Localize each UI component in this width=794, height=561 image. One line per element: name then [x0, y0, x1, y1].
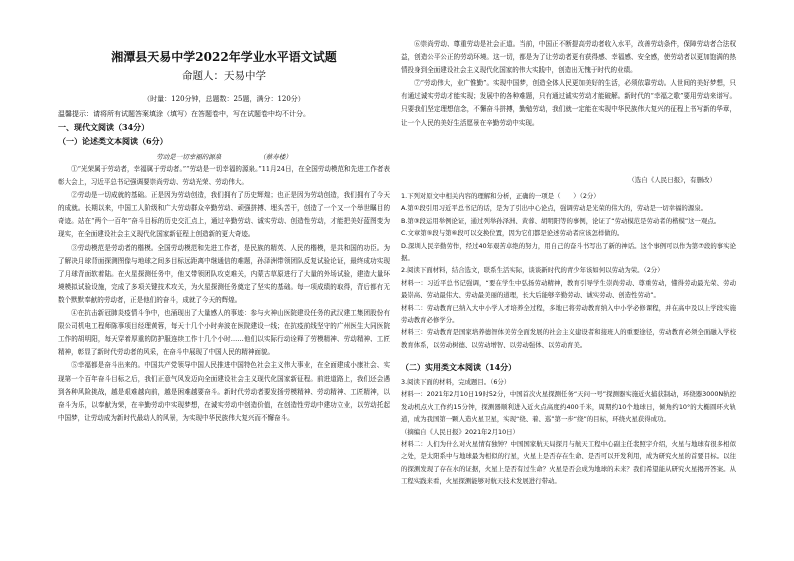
right-column — [401, 0, 736, 561]
exam-notice: 温馨提示：请将所有试题答案填涂（填写）在答题卷中，写在试题卷中均不计分。 — [58, 110, 310, 118]
question-1-option: B.第③段运用举例论证，通过列举孙泽洲、黄蓉、胡明阳等的事例，论证了“劳动模范是劳动者的楷模”这一观点。 — [401, 216, 721, 225]
question-1-option: A.第①段引用习近平总书记的话，是为了引出中心论点，强调劳动是光荣的伟大的，劳动是一切幸福的源泉。 — [401, 204, 707, 213]
left-column — [58, 0, 390, 561]
question-3: 3.阅读下面的材料，完成题目。（6分） — [401, 378, 511, 386]
essay-heading — [58, 152, 390, 161]
question-1-option: C.文章第⑤段与第⑥段可以交换位置，因为它们都是论述劳动者应该怎样做的。 — [401, 229, 624, 238]
essay-body-right — [401, 38, 736, 173]
essay-paragraph: ④在抗击新冠肺炎疫情斗争中，也涌现出了大量感人的事迹：参与火神山医院建设任务的武汉建工集团股份有限公司机电工程师陈事项目经理黄蓉，每天十几个小时奔波在医院建设一线；在抗疫前线坚守的广州医生大同医院工作的胡明阳，每天穿着厚重的防护服连续工作十几个小时……他们以实际行动诠释了劳模精神、劳动精神、工匠精神，彰显了新时代劳动者的风采，在奋斗中展现了中国人民的精神面貌。 — [58, 309, 390, 357]
essay-paragraph: ⑤幸福都是奋斗出来的。中国共产党领导中国人民推进中国特色社会主义伟大事业，在全面建成小康社会、实现第一个百年奋斗目标之后，我们正意气风发迈向全面建设社会主义现代化国家新征程。前进道路上，我们还会遇到各种风险挑战，越是艰难越向前，越是困难越要奋斗。新时代劳动者要发扬劳模精神、劳动精神、工匠精神，以奋斗为乐，以奉献为荣，在辛勤劳动中实现梦想，在诚实劳动中创造价值，在创造性劳动中建功立业，以劳动托起中国梦，让劳动成为新时代最动人的风景，为实现中华民族伟大复兴而不懈奋斗。 — [58, 361, 390, 422]
questions-block — [401, 190, 736, 352]
material: 材料三：劳动教育是国家培养德智体美劳全面发展的社会主义建设者和接班人的重要途径，劳动教育必须全面融入学校教育体系，以劳动树德、以劳动增智、以劳动强体、以劳动育美。 — [401, 328, 736, 349]
exam-author: 命题人：天易中学 — [182, 70, 266, 82]
material: 材料二：人们为什么对火星情有独钟？中国国家航天局探月与航天工程中心副主任裴照宇介绍，火星与地球有很多相似之处，是太阳系中与地球最为相似的行星，火星上是否存在生命、是否可以开发利用，成为研究火星的首要目标。以往的探测发现了存在水的证据，火星上是否有过生命？火星是否会成为地球的未来？我们希望能从研究火星揭开答案。从工程实践来看，火星探测能够对航天技术发展进行带动。 — [401, 440, 736, 486]
material: 材料一：习近平总书记强调，“要在学生中弘扬劳动精神，教育引导学生崇尚劳动、尊重劳动，懂得劳动最光荣、劳动最崇高、劳动最伟大、劳动最美丽的道理，长大后能够辛勤劳动、诚实劳动、创造性劳动”。 — [401, 278, 736, 300]
essay-attribution: （选自《人民日报》，有删改） — [628, 176, 716, 184]
essay-paragraph: ⑥崇尚劳动、尊重劳动是社会正道。当前，中国正不断提高劳动者收入水平，改善劳动条件，保障劳动者合法权益，创造公平公正的劳动环境。这一切，都是为了让劳动者更有获得感、幸福感、安全感，使劳动者以更加饱满的热情投身到全面建设社会主义现代化国家的伟大实践中，创造出无愧于时代的业绩。 — [401, 40, 736, 75]
material: 材料一：2021年2月10日19时52分，中国首次火星探测任务“天问一号”探测器实施近火捕获制动，环绕器3000N轨控发动机点火工作约15分钟，探测器顺利进入近火点高度约400千米，周期约10个地球日，倾角约10°的大椭圆环火轨道，成为我国第一颗人造火星卫星，实现“绕、着、巡”第一步“绕”的目标，环绕火星获得成功。 — [401, 390, 736, 424]
essay-paragraph: ②劳动是一切成就的基础。正是因为劳动创造，我们拥有了历史辉煌；也正是因为劳动创造，我们拥有了今天的成就。长期以来，中国工人阶级和广大劳动群众辛勤劳动、顽强拼搏、埋头苦干，创造了一个又一个举世瞩目的奇迹。站在“两个一百年”奋斗目标的历史交汇点上，通过辛勤劳动、诚实劳动、创造性劳动，才能把美好蓝图变为现实，在全面建设社会主义现代化国家新征程上创造新的更大奇迹。 — [58, 191, 390, 239]
section-heading-1-2: （二）实用类文本阅读（14分） — [401, 362, 517, 372]
essay-paragraph: ③劳动模范是劳动者的楷模。全国劳动模范和先进工作者，是民族的精英、人民的楷模，是共和国的功臣。为了解决月球背面探测图像与地球之间多目标远距离中继通信的难题，孙泽洲带领团队反复试验论证，最终成功实现了月球背面软着陆。在火星探测任务中，他又带领团队攻克难关，内蒙古草原进行了大量的外场试验，建造大量环境模拟试验设施，完成了多项关键技术攻关，为火星探测任务奠定了坚实的基础。每一项成绩的取得，背后都有无数个默默奉献的劳动者，正是他们的奋斗，成就了今天的辉煌。 — [58, 243, 390, 304]
question-1-option: D.深圳人民辛勤劳作，经过40年艰苦卓绝的努力，用自己的奋斗书写出了新的神话。这个事例可以作为第⑦段的事实论据。 — [401, 241, 736, 263]
question-1: 1.下列对原文中相关内容的理解和分析，正确的一项是（ ）（2分） — [401, 192, 600, 200]
section-heading-1: 一、现代文阅读（34分） — [58, 122, 150, 132]
exam-meta: （时量：120分钟，总题数：25题，满分：120分） — [143, 95, 305, 103]
essay-title: 劳动是一切幸福的源泉 — [156, 153, 222, 161]
essay-paragraph: ①“光荣属于劳动者，幸福属于劳动者。”“劳动是一切幸福的源泉。”11月24日，在全国劳动模范和先进工作者表彰大会上，习近平总书记强调要崇尚劳动、劳动光荣、劳动伟大。 — [58, 165, 390, 187]
question-2: 2.阅读下面材料，结合选文，联系生活实际，谈谈新时代的青少年该如何以劳动为荣。（2分） — [401, 266, 664, 275]
essay-body-left — [58, 163, 390, 553]
section-heading-1-1: （一）论述类文本阅读（6分） — [58, 136, 168, 146]
essay-paragraph: ⑦“劳动伟大，业广惟勤”。实现中国梦，创造全体人民更加美好的生活，必须依靠劳动。人世间的美好梦想，只有通过诚实劳动才能实现；发展中的各种难题，只有通过诚实劳动才能破解。新时代的“幸福之歌”要用劳动来谱写。只要我们坚定理想信念，不懈奋斗拼搏，勤勉劳动，我们就一定能在实现中华民族伟大复兴的征程上书写新的华章，让一个人民的美好生活愿景在辛勤劳动中实现。 — [401, 79, 736, 127]
essay-source: （蔡寿楼） — [259, 153, 292, 161]
material: 材料二：劳动教育已纳入大中小学人才培养全过程，多地已将劳动教育纳入中小学必修课程，并在高中及以上学段实施劳动教育必修学分。 — [401, 303, 736, 325]
exam-title: 湘潭县天易中学2022年学业水平语文试题 — [111, 50, 337, 64]
material-source: （摘编自《人民日报》2021年2月10日） — [401, 427, 519, 436]
reading2-block — [401, 376, 736, 551]
